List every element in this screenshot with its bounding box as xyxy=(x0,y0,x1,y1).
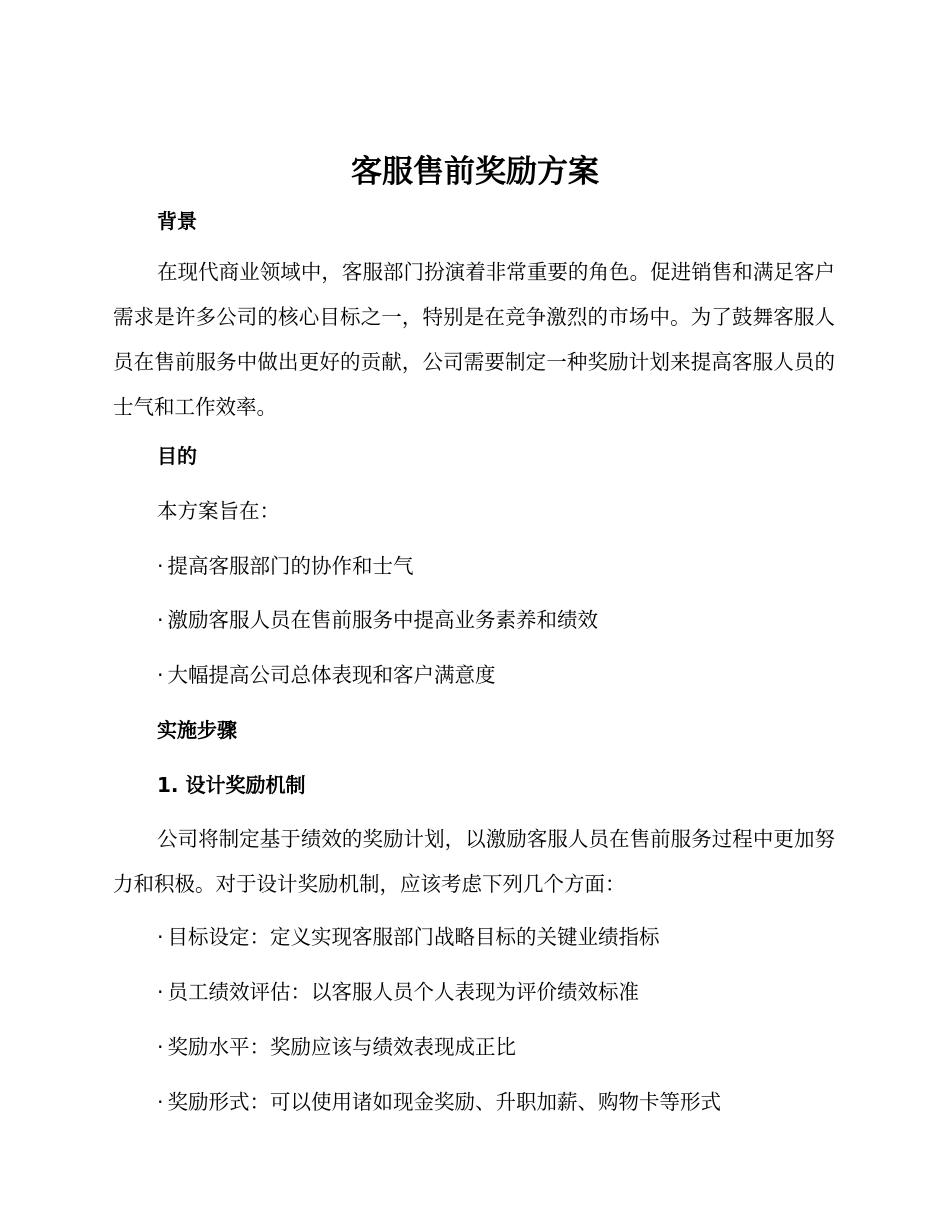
bullet-text: 提高客服部门的协作和士气 xyxy=(167,554,414,578)
bullet-text: 奖励水平：奖励应该与绩效表现成正比 xyxy=(167,1035,517,1059)
bullet-dot-icon: · xyxy=(157,608,164,632)
bullet-dot-icon: · xyxy=(157,925,164,949)
bullet-text: 奖励形式：可以使用诸如现金奖励、升职加薪、购物卡等形式 xyxy=(167,1090,722,1114)
step1-bullet-item xyxy=(157,1032,516,1062)
subsection-heading-step1: 1. 设计奖励机制 xyxy=(157,773,306,797)
bullet-dot-icon: · xyxy=(157,1035,164,1059)
step1-bullet-item xyxy=(157,922,660,952)
bullet-dot-icon: · xyxy=(157,1090,164,1114)
background-paragraph: 在现代商业领域中，客服部门扮演着非常重要的角色。促进销售和满足客户需求是许多公司的核心目标之一，特别是在竞争激烈的市场中。为了鼓舞客服人员在售前服务中做出更好的贡献，公司需要制定一种奖励计划来提高客服人员的士气和工作效率。 xyxy=(113,260,835,419)
step1-bullet-item xyxy=(157,1087,721,1117)
section-heading-purpose: 目的 xyxy=(157,444,197,468)
bullet-dot-icon: · xyxy=(157,980,164,1004)
purpose-bullet-item xyxy=(157,660,496,690)
bullet-dot-icon: · xyxy=(157,663,164,687)
purpose-bullet-item xyxy=(157,551,414,581)
bullet-text: 员工绩效评估：以客服人员个人表现为评价绩效标准 xyxy=(167,980,640,1004)
step1-bullet-item xyxy=(157,977,639,1007)
bullet-dot-icon: · xyxy=(157,554,164,578)
document-title: 客服售前奖励方案 xyxy=(351,154,599,190)
section-heading-background: 背景 xyxy=(157,209,197,233)
purpose-bullet-item xyxy=(157,605,598,635)
bullet-text: 激励客服人员在售前服务中提高业务素养和绩效 xyxy=(167,608,599,632)
section-heading-implementation: 实施步骤 xyxy=(157,718,237,742)
step1-paragraph: 公司将制定基于绩效的奖励计划，以激励客服人员在售前服务过程中更加努力和积极。对于设计奖励机制，应该考虑下列几个方面： xyxy=(113,827,835,896)
bullet-text: 大幅提高公司总体表现和客户满意度 xyxy=(167,663,496,687)
bullet-text: 目标设定：定义实现客服部门战略目标的关键业绩指标 xyxy=(167,925,660,949)
purpose-intro: 本方案旨在： xyxy=(157,499,280,523)
